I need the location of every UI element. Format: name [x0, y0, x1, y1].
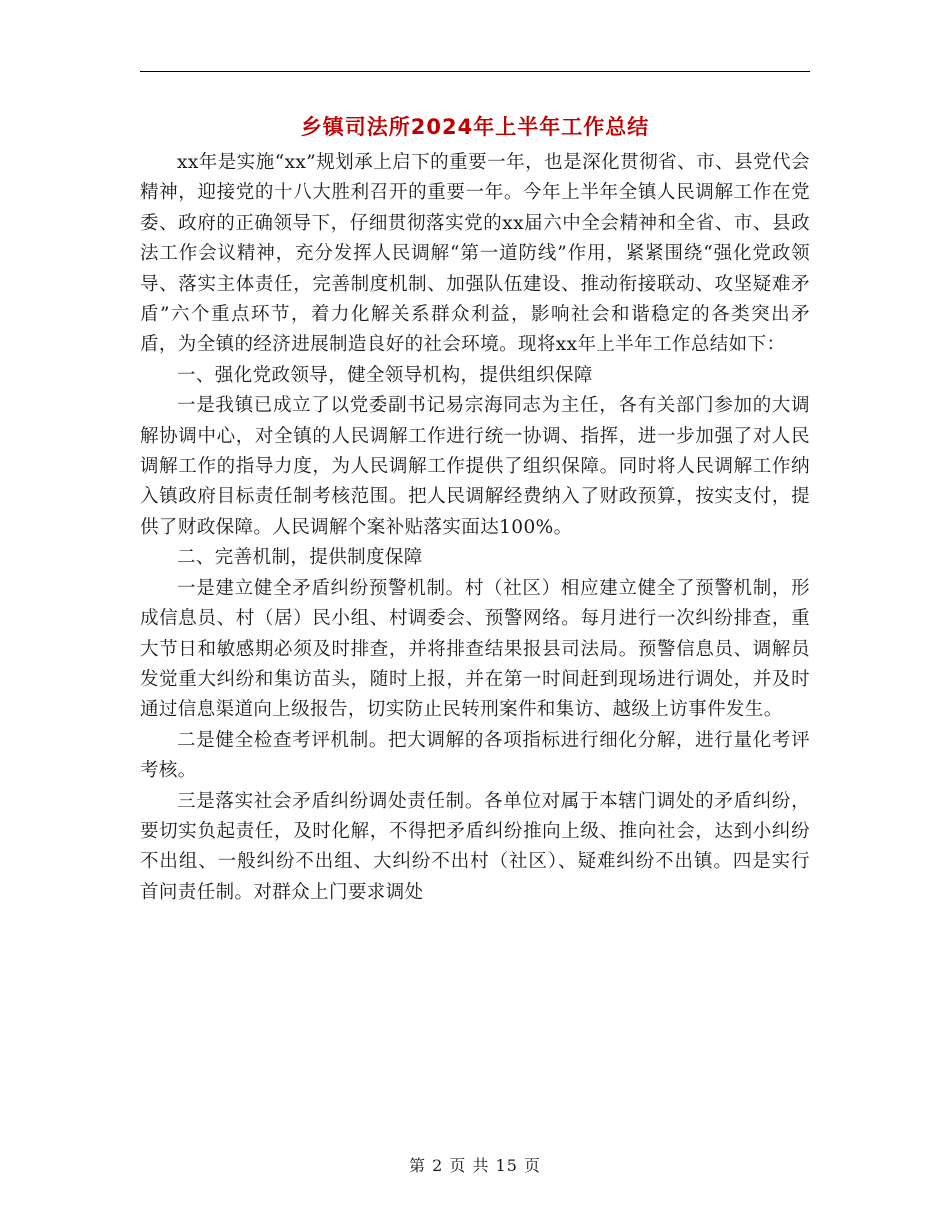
page-footer: 第 2 页 共 15 页	[409, 1156, 541, 1175]
header-rule	[140, 71, 810, 72]
paragraph-intro: xx年是实施“xx”规划承上启下的重要一年，也是深化贯彻省、市、县党代会精神，迎接党的十八大胜利召开的重要一年。今年上半年全镇人民调解工作在党委、政府的正确领导下，仔细贯彻落实党的xx届六中全会精神和全省、市、县政法工作会议精神，充分发挥人民调解“第一道防线”作用，紧紧围绕“强化党政领导、落实主体责任，完善制度机制、加强队伍建设、推动衔接联动、攻坚疑难矛盾”六个重点环节，着力化解关系群众利益，影响社会和谐稳定的各类突出矛盾，为全镇的经济进展制造良好的社会环境。现将xx年上半年工作总结如下：	[140, 152, 810, 356]
document-body	[140, 148, 810, 908]
paragraph-inspection-mechanism: 二是健全检查考评机制。把大调解的各项指标进行细化分解，进行量化考评考核。	[140, 729, 810, 782]
paragraph-section-1: 一是我镇已成立了以党委副书记易宗海同志为主任，各有关部门参加的大调解协调中心，对全镇的人民调解工作进行统一协调、指挥，进一步加强了对人民调解工作的指导力度，为人民调解工作提供了组织保障。同时将人民调解工作纳入镇政府目标责任制考核范围。把人民调解经费纳入了财政预算，按实支付，提供了财政保障。人民调解个案补贴落实面达100%。	[140, 395, 810, 538]
section-heading-1: 一、强化党政领导，健全领导机构，提供组织保障	[177, 364, 593, 386]
paragraph-responsibility: 三是落实社会矛盾纠纷调处责任制。各单位对属于本辖门调处的矛盾纠纷，要切实负起责任，及时化解，不得把矛盾纠纷推向上级、推向社会，达到小纠纷不出组、一般纠纷不出组、大纠纷不出村（社区）、疑难纠纷不出镇。四是实行首问责任制。对群众上门要求调处	[140, 790, 810, 903]
document-title: 乡镇司法所2024年上半年工作总结	[300, 115, 650, 139]
paragraph-warning-mechanism: 一是建立健全矛盾纠纷预警机制。村（社区）相应建立健全了预警机制，形成信息员、村（居）民小组、村调委会、预警网络。每月进行一次纠纷排查，重大节日和敏感期必须及时排查，并将排查结果报县司法局。预警信息员、调解员发觉重大纠纷和集访苗头，随时上报，并在第一时间赶到现场进行调处，并及时通过信息渠道向上级报告，切实防止民转刑案件和集访、越级上访事件发生。	[140, 577, 810, 721]
section-heading-2: 二、完善机制，提供制度保障	[177, 547, 423, 569]
